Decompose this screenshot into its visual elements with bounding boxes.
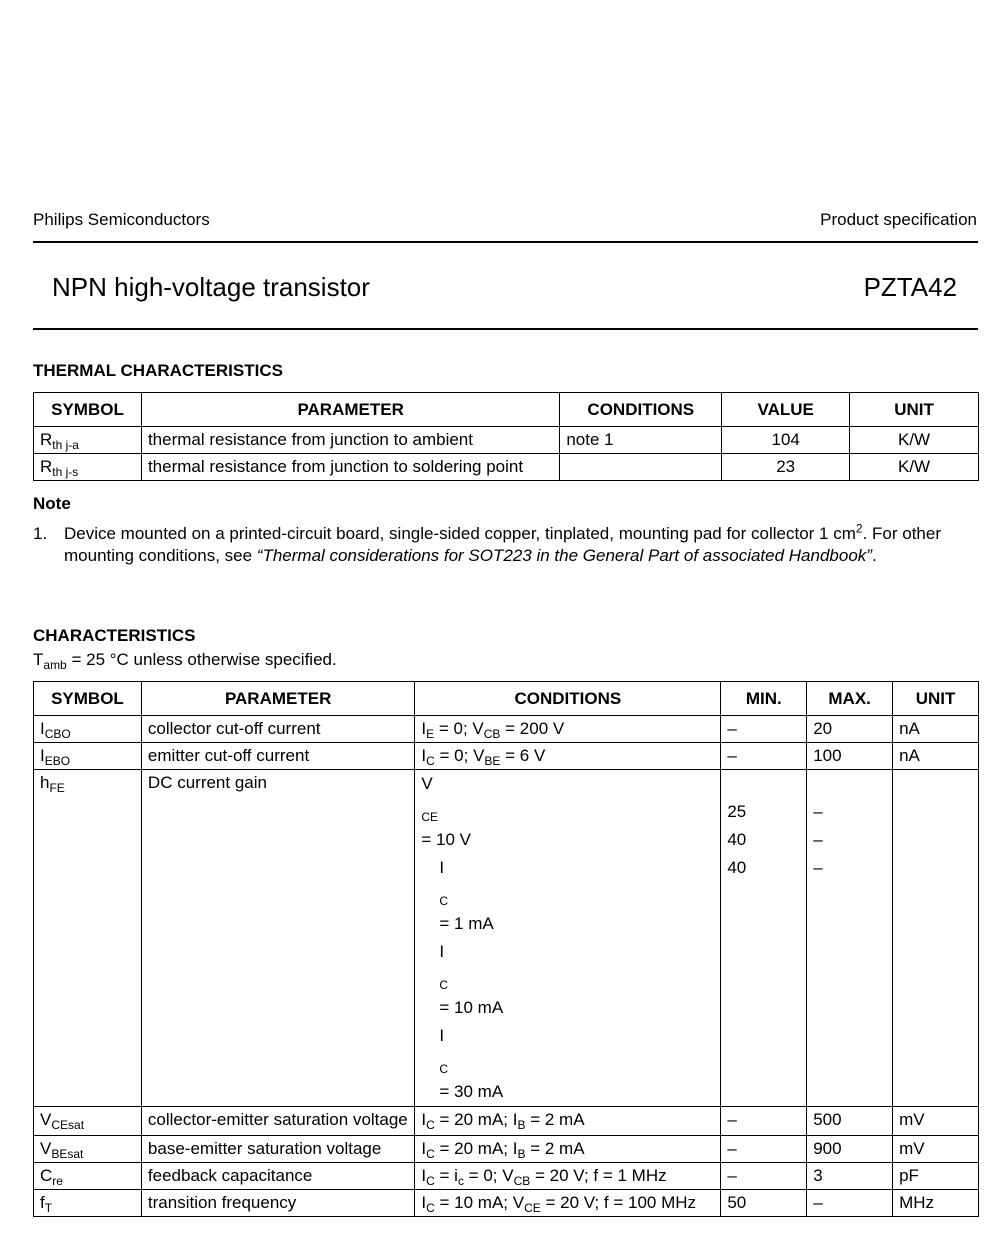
column-header: MIN. <box>721 682 807 716</box>
note-heading: Note <box>33 494 71 513</box>
conditions-cell: $I_E = 0$; $V_{CB} = 200$ V <box>415 716 721 743</box>
conditions-cell: note 1 <box>560 427 722 454</box>
table-row <box>34 716 979 743</box>
column-header: UNIT <box>850 393 979 427</box>
symbol-cell: $V_{BEsat}$ <box>34 1136 142 1163</box>
unit-cell: K/W <box>850 454 979 481</box>
table-row <box>34 770 979 1107</box>
column-header: SYMBOL <box>34 682 142 716</box>
max-cell: 900 <box>807 1136 893 1163</box>
column-header: CONDITIONS <box>560 393 722 427</box>
thermal-heading: THERMAL CHARACTERISTICS <box>33 361 283 380</box>
parameter-cell: emitter cut-off current <box>141 743 414 770</box>
parameter-cell: collector cut-off current <box>141 716 414 743</box>
table-header-row <box>34 682 979 716</box>
parameter-cell: DC current gain <box>141 770 414 1107</box>
table-row <box>34 454 979 481</box>
conditions-cell: $I_C = 20$ mA; $I_B = 2$ mA <box>415 1136 721 1163</box>
conditions-cell: $I_C = i_c = 0$; $V_{CB} = 20$ V; f = 1 MHz <box>415 1163 721 1190</box>
note-reference: “Thermal considerations for SOT223 in the General Part of associated Handbook” <box>256 546 872 565</box>
value-cell: 104 <box>722 427 850 454</box>
parameter-cell: collector-emitter saturation voltage <box>141 1107 414 1136</box>
symbol-cell: $V_{CEsat}$ <box>34 1107 142 1136</box>
column-header: VALUE <box>722 393 850 427</box>
conditions-cell: V $_{CE}$ = 10 V I $_C$ = 1 mA I $_C$ = 10 mA I $_C$ = 30 mA <box>415 770 721 1107</box>
note-text: Device mounted on a printed-circuit board, single-sided copper, tinplated, mounting pad for collector 1 $cm^2$. For other mounting conditions, see “Thermal considerations for SOT223 in the General Part of associated Handbook”. <box>64 521 941 565</box>
min-cell: – <box>721 1163 807 1190</box>
part-number: PZTA42 <box>863 272 957 302</box>
max-cell: 3 <box>807 1163 893 1190</box>
parameter-cell: thermal resistance from junction to ambient <box>141 427 559 454</box>
parameter-cell: thermal resistance from junction to soldering point <box>141 454 559 481</box>
max-cell: – <box>807 1190 893 1217</box>
column-header: SYMBOL <box>34 393 142 427</box>
table-row <box>34 1163 979 1190</box>
conditions-cell: $I_C = 20$ mA; $I_B = 2$ mA <box>415 1107 721 1136</box>
thermal-table <box>33 392 979 481</box>
max-cell: 20 <box>807 716 893 743</box>
max-cell: – – – <box>807 770 893 1107</box>
unit-cell: K/W <box>850 427 979 454</box>
company-name: Philips Semiconductors <box>33 210 210 229</box>
parameter-cell: feedback capacitance <box>141 1163 414 1190</box>
column-header: PARAMETER <box>141 682 414 716</box>
value-cell: 23 <box>722 454 850 481</box>
characteristics-heading: CHARACTERISTICS <box>33 626 196 645</box>
symbol-cell: $R_{th j-a}$ <box>34 427 142 454</box>
symbol-cell: $f_T$ <box>34 1190 142 1217</box>
max-cell: 100 <box>807 743 893 770</box>
characteristics-table <box>33 681 979 1217</box>
symbol-cell: $R_{th j-s}$ <box>34 454 142 481</box>
column-header: PARAMETER <box>141 393 559 427</box>
column-header: MAX. <box>807 682 893 716</box>
max-cell: 500 <box>807 1107 893 1136</box>
note-1 <box>33 523 953 567</box>
header-rule-top <box>33 241 978 243</box>
min-cell: – <box>721 743 807 770</box>
unit-cell: mV <box>893 1107 979 1136</box>
page-title: NPN high-voltage transistor <box>52 272 370 302</box>
table-row <box>34 427 979 454</box>
min-cell: – <box>721 1107 807 1136</box>
table-row <box>34 1136 979 1163</box>
conditions-cell: $I_C = 10$ mA; $V_{CE} = 20$ V; f = 100 MHz <box>415 1190 721 1217</box>
symbol-cell: $h_{FE}$ <box>34 770 142 1107</box>
min-cell: – <box>721 716 807 743</box>
table-row <box>34 1190 979 1217</box>
table-row <box>34 743 979 770</box>
table-row <box>34 1107 979 1136</box>
conditions-cell: $I_C = 0$; $V_{BE} = 6$ V <box>415 743 721 770</box>
symbol-cell: $I_{CBO}$ <box>34 716 142 743</box>
unit-cell <box>893 770 979 1107</box>
min-cell: – <box>721 1136 807 1163</box>
unit-cell: nA <box>893 743 979 770</box>
unit-cell: MHz <box>893 1190 979 1217</box>
parameter-cell: transition frequency <box>141 1190 414 1217</box>
unit-cell: mV <box>893 1136 979 1163</box>
document-type: Product specification <box>820 210 977 229</box>
ambient-condition: $T_{amb} = 25$ °C unless otherwise specified. <box>33 650 337 672</box>
column-header: CONDITIONS <box>415 682 721 716</box>
min-cell: 50 <box>721 1190 807 1217</box>
symbol-cell: $C_{re}$ <box>34 1163 142 1190</box>
min-cell: 25 40 40 <box>721 770 807 1107</box>
parameter-cell: base-emitter saturation voltage <box>141 1136 414 1163</box>
column-header: UNIT <box>893 682 979 716</box>
symbol-cell: $I_{EBO}$ <box>34 743 142 770</box>
unit-cell: nA <box>893 716 979 743</box>
header-rule-bottom <box>33 328 978 330</box>
table-header-row <box>34 393 979 427</box>
unit-cell: pF <box>893 1163 979 1190</box>
note-number: 1. <box>33 524 48 543</box>
conditions-cell <box>560 454 722 481</box>
